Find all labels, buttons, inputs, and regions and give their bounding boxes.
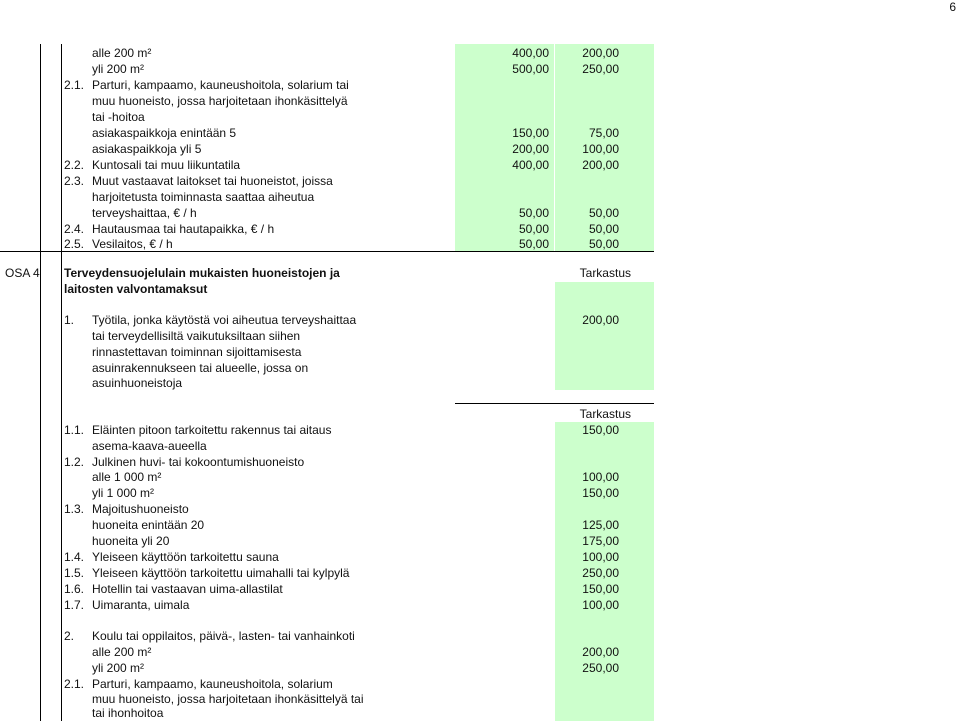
row-text: Koulu tai oppilaitos, päivä-, lasten- tai vanhainkoti — [92, 629, 355, 643]
row-text: tai terveydellisiltä vaikutuksiltaan siihen — [92, 329, 301, 343]
value-b: 200,00 — [582, 158, 619, 172]
row-text: harjoitetusta toiminnasta saattaa aiheutua — [92, 190, 315, 204]
value-b: 50,00 — [588, 206, 619, 220]
row-text: asiakaspaikkoja enintään 5 — [92, 126, 237, 140]
value-b: 50,00 — [588, 237, 619, 251]
value-b: 75,00 — [588, 126, 619, 140]
row-number: 1.2. — [64, 455, 85, 469]
row-text: alle 200 m² — [92, 645, 152, 659]
row-text: muu huoneisto, jossa harjoitetaan ihonkäsittelyä tai — [92, 692, 364, 706]
row-text: huoneita enintään 20 — [92, 518, 205, 532]
section-title: Terveydensuojelulain mukaisten huoneistojen ja — [64, 266, 340, 280]
row-text: asema-kaava-aueella — [92, 439, 207, 453]
row-text: Parturi, kampaamo, kauneushoitola, solarium — [92, 677, 333, 691]
value-tarkastus: 150,00 — [582, 486, 619, 500]
value-b: 250,00 — [582, 62, 619, 76]
row-text: asiakaspaikkoja yli 5 — [92, 142, 202, 156]
row-text: alle 200 m² — [92, 46, 152, 60]
value-tarkastus: 250,00 — [582, 566, 619, 580]
row-text: asuinrakennukseen tai alueelle, jossa on — [92, 361, 309, 375]
label-column-rule — [61, 44, 62, 721]
row-text: Yleiseen käyttöön tarkoitettu sauna — [92, 550, 279, 564]
row-text: huoneita yli 20 — [92, 534, 170, 548]
row-text: Yleiseen käyttöön tarkoitettu uimahalli tai kylpylä — [92, 566, 350, 580]
row-number: 1.5. — [64, 566, 85, 580]
row-text: Kuntosali tai muu liikuntatila — [92, 158, 241, 172]
row-text: Parturi, kampaamo, kauneushoitola, solarium tai — [92, 78, 349, 92]
row-number: 1.7. — [64, 598, 85, 612]
row-text: Hotellin tai vastaavan uima-allastilat — [92, 582, 283, 596]
column-header-tarkastus-2: Tarkastus — [579, 407, 631, 421]
value-a: 50,00 — [518, 222, 549, 236]
page-number: 6 — [949, 0, 956, 14]
value-a: 150,00 — [512, 126, 549, 140]
row-number: 2.4. — [64, 222, 85, 236]
row-text: Muut vastaavat laitokset tai huoneistot, joissa — [92, 174, 333, 188]
highlight-column-b-mid — [555, 282, 654, 390]
row-number: 2.5. — [64, 237, 85, 251]
row-text: yli 200 m² — [92, 62, 145, 76]
row-number: 2.2. — [64, 158, 85, 172]
column-header-tarkastus: Tarkastus — [579, 266, 631, 280]
value-tarkastus: 200,00 — [582, 313, 619, 327]
value-tarkastus: 100,00 — [582, 598, 619, 612]
value-b: 200,00 — [582, 46, 619, 60]
row-text: Majoitushuoneisto — [92, 502, 189, 516]
value-tarkastus: 125,00 — [582, 518, 619, 532]
section-label: OSA 4 — [5, 266, 40, 280]
value-a: 400,00 — [512, 158, 549, 172]
value-tarkastus: 200,00 — [582, 645, 619, 659]
row-text: asuinhuoneistoja — [92, 376, 183, 390]
row-text: tai ihonhoitoa — [92, 706, 164, 720]
value-tarkastus: 250,00 — [582, 661, 619, 675]
value-b: 100,00 — [582, 142, 619, 156]
row-number: 1.4. — [64, 550, 85, 564]
row-number: 2. — [64, 629, 75, 643]
value-tarkastus: 175,00 — [582, 534, 619, 548]
row-number: 1.3. — [64, 502, 85, 516]
row-number: 2.1. — [64, 677, 85, 691]
row-text: Vesilaitos, € / h — [92, 237, 173, 251]
value-tarkastus: 100,00 — [582, 550, 619, 564]
row-text: muu huoneisto, jossa harjoitetaan ihonkäsittelyä — [92, 94, 348, 108]
row-text: alle 1 000 m² — [92, 470, 162, 484]
value-tarkastus: 100,00 — [582, 470, 619, 484]
row-text: Työtila, jonka käytöstä voi aiheutua terveyshaittaa — [92, 313, 357, 327]
row-text: Eläinten pitoon tarkoitettu rakennus tai aitaus — [92, 423, 332, 437]
row-text: yli 1 000 m² — [92, 486, 155, 500]
row-number: 2.3. — [64, 174, 85, 188]
value-a: 400,00 — [512, 46, 549, 60]
value-a: 200,00 — [512, 142, 549, 156]
row-text: yli 200 m² — [92, 661, 145, 675]
row-text: rinnastettavan toiminnan sijoittamisesta — [92, 345, 302, 359]
section-divider-rule-2 — [455, 403, 654, 404]
section-divider-rule — [0, 251, 654, 252]
section-title-continued: laitosten valvontamaksut — [64, 282, 208, 296]
row-number: 1. — [64, 313, 75, 327]
value-tarkastus: 150,00 — [582, 582, 619, 596]
left-border-rule — [40, 44, 41, 721]
value-a: 50,00 — [518, 206, 549, 220]
value-tarkastus: 150,00 — [582, 423, 619, 437]
row-text: Julkinen huvi- tai kokoontumishuoneisto — [92, 455, 305, 469]
value-a: 50,00 — [518, 237, 549, 251]
row-number: 2.1. — [64, 78, 85, 92]
row-text: tai -hoitoa — [92, 110, 145, 124]
value-b: 50,00 — [588, 222, 619, 236]
row-number: 1.1. — [64, 423, 85, 437]
row-text: Hautausmaa tai hautapaikka, € / h — [92, 222, 275, 236]
row-number: 1.6. — [64, 582, 85, 596]
value-a: 500,00 — [512, 62, 549, 76]
row-text: Uimaranta, uimala — [92, 598, 190, 612]
row-text: terveyshaittaa, € / h — [92, 206, 197, 220]
